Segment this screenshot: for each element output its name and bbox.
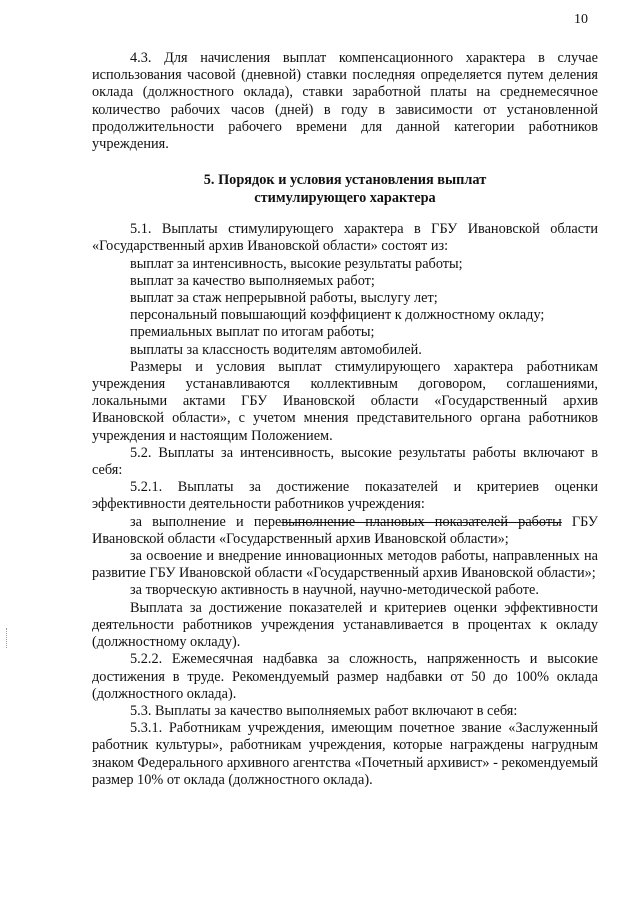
section-heading [92,171,598,207]
list-5-1 [92,256,598,359]
paragraph-5-3: 5.3. Выплаты за качество выполняемых работ включают в себя: [130,702,518,719]
list-item: выплат за интенсивность, высокие результаты работы; [130,255,463,272]
paragraph-5-2-2: 5.2.2. Ежемесячная надбавка за сложность, напряженность и высокие достижения в труде. Рекомендуемый размер надбавки от 50 до 100% оклада (должностного оклада). [92,651,598,702]
paragraph-fulfilment [92,514,598,548]
heading-line-1: 5. Порядок и условия установления выплат [203,172,487,189]
document-body [92,50,598,789]
paragraph-4-3: 4.3. Для начисления выплат компенсационного характера в случае использования часовой (дневной) ставки последняя определяется путем деления оклада (должностного оклада), ставки заработной платы на среднемесячное количество рабочих часов (дней) в году в зависимости от установленной продолжительности рабочего времени для данной категории работников учреждения. [92,50,598,153]
paragraph-5-1: 5.1. Выплаты стимулирующего характера в ГБУ Ивановской области «Государственный архив Ивановской области» состоят из: [92,221,598,255]
list-item: премиальных выплат по итогам работы; [130,324,375,341]
list-item: персональный повышающий коэффициент к должностному окладу; [130,307,545,324]
fulfilment-text-b: ГБУ Ивановской области «Государственный архив Ивановской области»; [92,513,599,547]
paragraph-5-3-1: 5.3.1. Работникам учреждения, имеющим почетное звание «Заслуженный работник культуры», работникам учреждения, которые награждены нагрудным знаком Федерального архивного агентства «Почетный архивист» - рекомендуемый размер 10% от оклада (должностного оклада). [92,720,598,788]
paragraph-payment: Выплата за достижение показателей и критериев оценки эффективности деятельности работников учреждения устанавливается в процентах к окладу (должностному окладу). [92,599,598,651]
paragraph-5-2-1: 5.2.1. Выплаты за достижение показателей и критериев оценки эффективности деятельности работников учреждения: [92,479,598,513]
paragraph-sizes: Размеры и условия выплат стимулирующего характера работникам учреждения устанавливаются коллективным договором, соглашениями, локальными актами ГБУ Ивановской области «Государственный архив Ивановской области», с учетом мнения представительного органа работников учреждения и настоящим Положением. [92,358,598,444]
fulfilment-struck-text: выполнение плановых показателей работы [281,513,562,530]
page-number: 10 [574,12,588,27]
list-item: выплат за качество выполняемых работ; [130,272,375,289]
fulfilment-text-a: за выполнение и пере [130,513,282,530]
paragraph-creative: за творческую активность в научной, научно-методической работе. [130,582,539,599]
paragraph-mastering: за освоение и внедрение инновационных методов работы, направленных на развитие ГБУ Ивановской области «Государственный архив Ивановской области»; [92,548,598,582]
heading-line-2: стимулирующего характера [254,190,436,207]
scan-margin-mark [6,628,9,648]
list-item: выплаты за классность водителям автомобилей. [130,341,422,358]
paragraph-5-2: 5.2. Выплаты за интенсивность, высокие результаты работы включают в себя: [92,444,598,479]
list-item: выплат за стаж непрерывной работы, выслугу лет; [130,290,438,307]
